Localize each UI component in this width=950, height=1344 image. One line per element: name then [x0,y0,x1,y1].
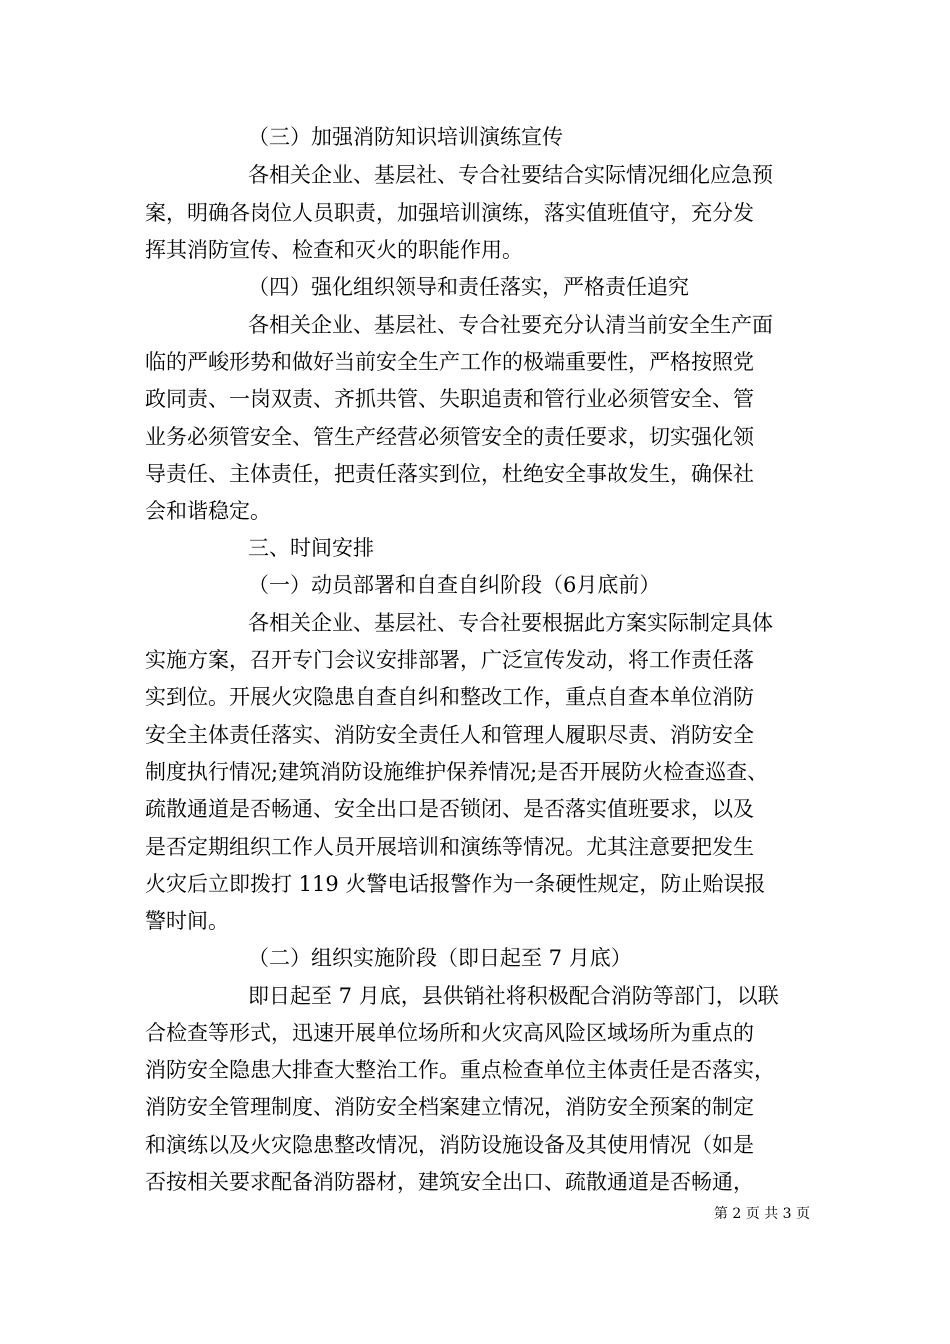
paragraph-line: 导责任、主体责任，把责任落实到位，杜绝安全事故发生，确保社 [145,462,754,486]
paragraph-line: 临的严峻形势和做好当前安全生产工作的极端重要性，严格按照党 [145,350,754,374]
section-heading: （一）动员部署和自查自纠阶段（6月底前） [248,573,661,597]
paragraph-line: 挥其消防宣传、检查和灭火的职能作用。 [145,238,523,262]
page-footer: 第 2 页 共 3 页 [713,1206,810,1222]
section-heading: 三、时间安排 [248,536,374,560]
paragraph-line: 各相关企业、基层社、专合社要充分认清当前安全生产面 [248,313,773,337]
paragraph-line: 消防安全管理制度、消防安全档案建立情况，消防安全预案的制定 [145,1095,754,1119]
paragraph-line: 会和谐稳定。 [145,499,271,523]
paragraph-line: 实施方案，召开专门会议安排部署，广泛宣传发动，将工作责任落 [145,648,754,672]
paragraph-line: 否按相关要求配备消防器材，建筑安全出口、疏散通道是否畅通， [145,1170,754,1194]
paragraph-line: 安全主体责任落实、消防安全责任人和管理人履职尽责、消防安全 [145,723,754,747]
section-heading: （二）组织实施阶段（即日起至 7 月底） [248,946,632,970]
paragraph-line: 即日起至 7 月底，县供销社将积极配合消防等部门，以联 [248,984,779,1008]
paragraph-line: 火灾后立即拨打 119 火警电话报警作为一条硬性规定，防止贻误报 [145,872,766,896]
paragraph-line: 是否定期组织工作人员开展培训和演练等情况。尤其注意要把发生 [145,835,754,859]
paragraph-line: 实到位。开展火灾隐患自查自纠和整改工作，重点自查本单位消防 [145,685,754,709]
paragraph-line: 合检查等形式，迅速开展单位场所和火灾高风险区域场所为重点的 [145,1021,754,1045]
paragraph-line: 政同责、一岗双责、齐抓共管、失职追责和管行业必须管安全、管 [145,387,754,411]
section-heading: （三）加强消防知识培训演练宣传 [248,125,563,149]
paragraph-line: 案，明确各岗位人员职责，加强培训演练，落实值班值守，充分发 [145,201,754,225]
paragraph-line: 疏散通道是否畅通、安全出口是否锁闭、是否落实值班要求，以及 [145,797,754,821]
paragraph-line: 警时间。 [145,909,229,933]
section-heading: （四）强化组织领导和责任落实，严格责任追究 [248,275,689,299]
paragraph-line: 和演练以及火灾隐患整改情况，消防设施设备及其使用情况（如是 [145,1133,754,1157]
paragraph-line: 消防安全隐患大排查大整治工作。重点检查单位主体责任是否落实， [145,1058,775,1082]
paragraph-line: 各相关企业、基层社、专合社要结合实际情况细化应急预 [248,163,773,187]
paragraph-line: 制度执行情况;建筑消防设施维护保养情况;是否开展防火检查巡查、 [145,760,769,784]
paragraph-line: 各相关企业、基层社、专合社要根据此方案实际制定具体 [248,611,773,635]
paragraph-line: 业务必须管安全、管生产经营必须管安全的责任要求，切实强化领 [145,425,754,449]
